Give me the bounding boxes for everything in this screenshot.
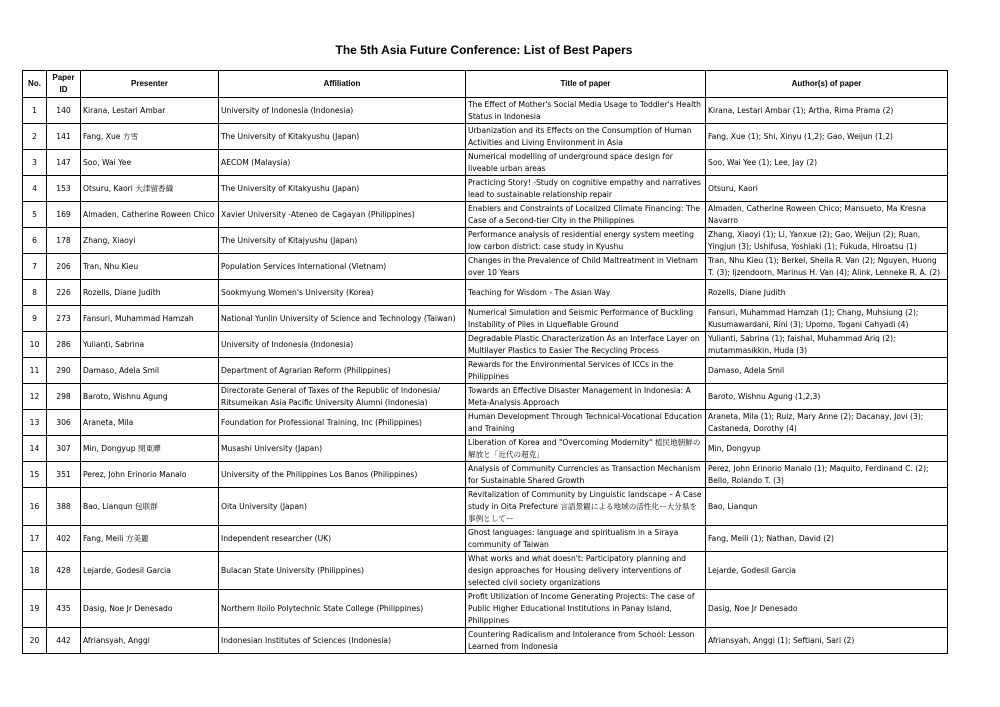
cell-paper-id: 428: [47, 552, 81, 590]
cell-authors: Araneta, Mila (1); Ruiz, Mary Anne (2); Dacanay, Jovi (3); Castaneda, Dorothy (4): [706, 410, 948, 436]
header-row: [23, 71, 948, 98]
cell-presenter: Zhang, Xiaoyi: [81, 228, 219, 254]
cell-paper-id: 206: [47, 254, 81, 280]
cell-affiliation: Musashi University (Japan): [219, 436, 466, 462]
cell-authors: Kirana, Lestari Ambar (1); Artha, Rima Prama (2): [706, 98, 948, 124]
cell-presenter: Otsuru, Kaori 大津留香織: [81, 176, 219, 202]
cell-presenter: Fansuri, Muhammad Hamzah: [81, 306, 219, 332]
cell-title: Human Development Through Technical-Vocational Education and Training: [466, 410, 706, 436]
cell-paper-id: 273: [47, 306, 81, 332]
cell-paper-id: 351: [47, 462, 81, 488]
cell-authors: Afriansyah, Anggi (1); Seftiani, Sari (2): [706, 628, 948, 654]
table-row: [23, 124, 948, 150]
cell-affiliation: University of the Philippines Los Banos (Philippines): [219, 462, 466, 488]
cell-authors: Damaso, Adela Smil: [706, 358, 948, 384]
cell-affiliation: Foundation for Professional Training, Inc (Philippines): [219, 410, 466, 436]
cell-affiliation: Department of Agrarian Reform (Philippines): [219, 358, 466, 384]
table-row: [23, 488, 948, 526]
cell-no: 7: [23, 254, 47, 280]
table-row: [23, 590, 948, 628]
table-row: [23, 384, 948, 410]
table-row: [23, 332, 948, 358]
cell-paper-id: 153: [47, 176, 81, 202]
cell-no: 4: [23, 176, 47, 202]
cell-authors: Bao, Lianqun: [706, 488, 948, 526]
cell-title: The Effect of Mother's Social Media Usage to Toddler's Health Status in Indonesia: [466, 98, 706, 124]
cell-affiliation: Independent researcher (UK): [219, 526, 466, 552]
cell-authors: Min, Dongyup: [706, 436, 948, 462]
cell-title: Numerical modelling of underground space design for liveable urban areas: [466, 150, 706, 176]
cell-authors: Fang, Meili (1); Nathan, David (2): [706, 526, 948, 552]
cell-affiliation: National Yunlin University of Science and Technology (Taiwan): [219, 306, 466, 332]
cell-title: Urbanization and its Effects on the Consumption of Human Activities and Living Environment in Asia: [466, 124, 706, 150]
cell-affiliation: University of Indonesia (Indonesia): [219, 332, 466, 358]
cell-presenter: Bao, Lianqun 包联群: [81, 488, 219, 526]
cell-presenter: Yulianti, Sabrina: [81, 332, 219, 358]
cell-title: Performance analysis of residential energy system meeting low carbon district: case study in Kyushu: [466, 228, 706, 254]
cell-affiliation: AECOM (Malaysia): [219, 150, 466, 176]
table-row: [23, 150, 948, 176]
cell-authors: Soo, Wai Yee (1); Lee, Jay (2): [706, 150, 948, 176]
cell-no: 6: [23, 228, 47, 254]
cell-title: Ghost languages: language and spiritualism in a Siraya community of Taiwan: [466, 526, 706, 552]
cell-no: 16: [23, 488, 47, 526]
cell-presenter: Rozells, Diane Judith: [81, 280, 219, 306]
cell-paper-id: 402: [47, 526, 81, 552]
cell-title: Teaching for Wisdom - The Asian Way: [466, 280, 706, 306]
cell-paper-id: 435: [47, 590, 81, 628]
cell-paper-id: 226: [47, 280, 81, 306]
cell-no: 10: [23, 332, 47, 358]
header-affiliation: Affiliation: [219, 71, 466, 98]
cell-title: Profit Utilization of Income Generating Projects: The case of Public Higher Educational Institutions in Panay Island, Philippines: [466, 590, 706, 628]
cell-no: 15: [23, 462, 47, 488]
cell-authors: Lejarde, Godesil Garcia: [706, 552, 948, 590]
table-row: [23, 202, 948, 228]
cell-title: Rewards for the Environmental Services of ICCs in the Philippines: [466, 358, 706, 384]
cell-authors: Zhang, Xiaoyi (1); Li, Yanxue (2); Gao, Weijun (2); Ruan, Yingjun (3); Ushifusa, Yoshiaki (1); Fukuda, Hiroatsu (1): [706, 228, 948, 254]
cell-presenter: Tran, Nhu Kieu: [81, 254, 219, 280]
cell-authors: Almaden, Catherine Roween Chico; Mansueto, Ma Kresna Navarro: [706, 202, 948, 228]
cell-authors: Perez, John Erinorio Manalo (1); Maquito, Ferdinand C. (2); Bello, Rolando T. (3): [706, 462, 948, 488]
cell-presenter: Soo, Wai Yee: [81, 150, 219, 176]
cell-no: 19: [23, 590, 47, 628]
cell-affiliation: Directorate General of Taxes of the Republic of Indonesia/ Ritsumeikan Asia Pacific University Alumni (Indonesia): [219, 384, 466, 410]
header-authors: Author(s) of paper: [706, 71, 948, 98]
cell-affiliation: The University of Kitakyushu (Japan): [219, 176, 466, 202]
cell-affiliation: Indonesian Institutes of Sciences (Indonesia): [219, 628, 466, 654]
cell-paper-id: 141: [47, 124, 81, 150]
cell-paper-id: 388: [47, 488, 81, 526]
cell-no: 12: [23, 384, 47, 410]
table-row: [23, 98, 948, 124]
cell-presenter: Min, Dongyup 閔東曄: [81, 436, 219, 462]
cell-presenter: Perez, John Erinorio Manalo: [81, 462, 219, 488]
table-row: [23, 410, 948, 436]
cell-presenter: Damaso, Adela Smil: [81, 358, 219, 384]
cell-presenter: Fang, Xue 方雪: [81, 124, 219, 150]
cell-presenter: Afriansyah, Anggi: [81, 628, 219, 654]
cell-paper-id: 147: [47, 150, 81, 176]
cell-affiliation: Northern Iloilo Polytechnic State College (Philippines): [219, 590, 466, 628]
cell-paper-id: 298: [47, 384, 81, 410]
cell-affiliation: Population Services International (Vietnam): [219, 254, 466, 280]
header-presenter: Presenter: [81, 71, 219, 98]
table-row: [23, 552, 948, 590]
cell-paper-id: 306: [47, 410, 81, 436]
cell-paper-id: 442: [47, 628, 81, 654]
cell-presenter: Lejarde, Godesil Garcia: [81, 552, 219, 590]
cell-authors: Tran, Nhu Kieu (1); Berkel, Sheila R. Van (2); Nguyen, Huong T. (3); Ijzendoorn, Marinus H. Van (4); Alink, Lenneke R. A. (2): [706, 254, 948, 280]
cell-authors: Rozells, Diane Judith: [706, 280, 948, 306]
cell-no: 20: [23, 628, 47, 654]
cell-paper-id: 307: [47, 436, 81, 462]
cell-authors: Baroto, Wishnu Agung (1,2,3): [706, 384, 948, 410]
cell-no: 17: [23, 526, 47, 552]
cell-paper-id: 178: [47, 228, 81, 254]
cell-no: 13: [23, 410, 47, 436]
header-title: Title of paper: [466, 71, 706, 98]
table-row: [23, 280, 948, 306]
cell-no: 5: [23, 202, 47, 228]
cell-title: Revitalization of Community by Linguistic landscape – A Case study in Oita Prefecture 言語景観による地域の活性化ー大分県を事例としてー: [466, 488, 706, 526]
cell-title: What works and what doesn't: Participatory planning and design approaches for Housing delivery interventions of selected civil society organizations: [466, 552, 706, 590]
cell-affiliation: The University of Kitakyushu (Japan): [219, 124, 466, 150]
table-row: [23, 462, 948, 488]
cell-affiliation: Sookmyung Women's University (Korea): [219, 280, 466, 306]
cell-presenter: Kirana, Lestari Ambar: [81, 98, 219, 124]
cell-no: 3: [23, 150, 47, 176]
cell-no: 14: [23, 436, 47, 462]
cell-title: Numerical Simulation and Seismic Performance of Buckling Instability of Piles in Liquefiable Ground: [466, 306, 706, 332]
cell-no: 8: [23, 280, 47, 306]
table-row: [23, 254, 948, 280]
cell-title: Liberation of Korea and "Overcoming Modernity" 植民地朝鮮の解放と「近代の超克」: [466, 436, 706, 462]
cell-title: Towards an Effective Disaster Management in Indonesia: A Meta-Analysis Approach: [466, 384, 706, 410]
cell-affiliation: Oita University (Japan): [219, 488, 466, 526]
page-title: The 5th Asia Future Conference: List of Best Papers: [335, 43, 633, 57]
table-row: [23, 176, 948, 202]
cell-title: Changes in the Prevalence of Child Maltreatment in Vietnam over 10 Years: [466, 254, 706, 280]
table-row: [23, 358, 948, 384]
cell-no: 2: [23, 124, 47, 150]
header-no: No.: [23, 71, 47, 98]
cell-authors: Dasig, Noe Jr Denesado: [706, 590, 948, 628]
cell-presenter: Dasig, Noe Jr Denesado: [81, 590, 219, 628]
table-row: [23, 628, 948, 654]
cell-title: Enablers and Constraints of Localized Climate Financing: The Case of a Second-tier City in the Philippines: [466, 202, 706, 228]
cell-authors: Fansuri, Muhammad Hamzah (1); Chang, Muhsiung (2); Kusumawardani, Rini (3); Upomo, Togani Cahyadi (4): [706, 306, 948, 332]
cell-affiliation: The University of Kitajyushu (Japan): [219, 228, 466, 254]
cell-title: Analysis of Community Currencies as Transaction Mechanism for Sustainable Shared Growth: [466, 462, 706, 488]
cell-paper-id: 169: [47, 202, 81, 228]
table-header: [23, 71, 948, 98]
cell-no: 11: [23, 358, 47, 384]
cell-no: 1: [23, 98, 47, 124]
cell-affiliation: University of Indonesia (Indonesia): [219, 98, 466, 124]
table-row: [23, 306, 948, 332]
cell-paper-id: 286: [47, 332, 81, 358]
cell-no: 18: [23, 552, 47, 590]
best-papers-table: [22, 70, 948, 654]
table-row: [23, 526, 948, 552]
cell-affiliation: Bulacan State University (Philippines): [219, 552, 466, 590]
cell-presenter: Fang, Meili 方美麗: [81, 526, 219, 552]
cell-presenter: Almaden, Catherine Roween Chico: [81, 202, 219, 228]
header-paper-id: Paper ID: [47, 71, 81, 98]
cell-presenter: Araneta, Mila: [81, 410, 219, 436]
cell-title: Degradable Plastic Characterization As an Interface Layer on Multilayer Plastics to Easier The Recycling Process: [466, 332, 706, 358]
cell-authors: Yulianti, Sabrina (1); faishal, Muhammad Ariq (2); mutammasikkin, Huda (3): [706, 332, 948, 358]
cell-paper-id: 290: [47, 358, 81, 384]
table-row: [23, 436, 948, 462]
cell-paper-id: 140: [47, 98, 81, 124]
table-body: [23, 98, 948, 654]
cell-authors: Fang, Xue (1); Shi, Xinyu (1,2); Gao, Weijun (1,2): [706, 124, 948, 150]
cell-authors: Otsuru, Kaori: [706, 176, 948, 202]
cell-title: Countering Radicalism and Intolerance from School: Lesson Learned from Indonesia: [466, 628, 706, 654]
cell-no: 9: [23, 306, 47, 332]
cell-title: Practicing Story! -Study on cognitive empathy and narratives lead to sustainable relationship repair: [466, 176, 706, 202]
cell-presenter: Baroto, Wishnu Agung: [81, 384, 219, 410]
table-row: [23, 228, 948, 254]
cell-affiliation: Xavier University -Ateneo de Cagayan (Philippines): [219, 202, 466, 228]
